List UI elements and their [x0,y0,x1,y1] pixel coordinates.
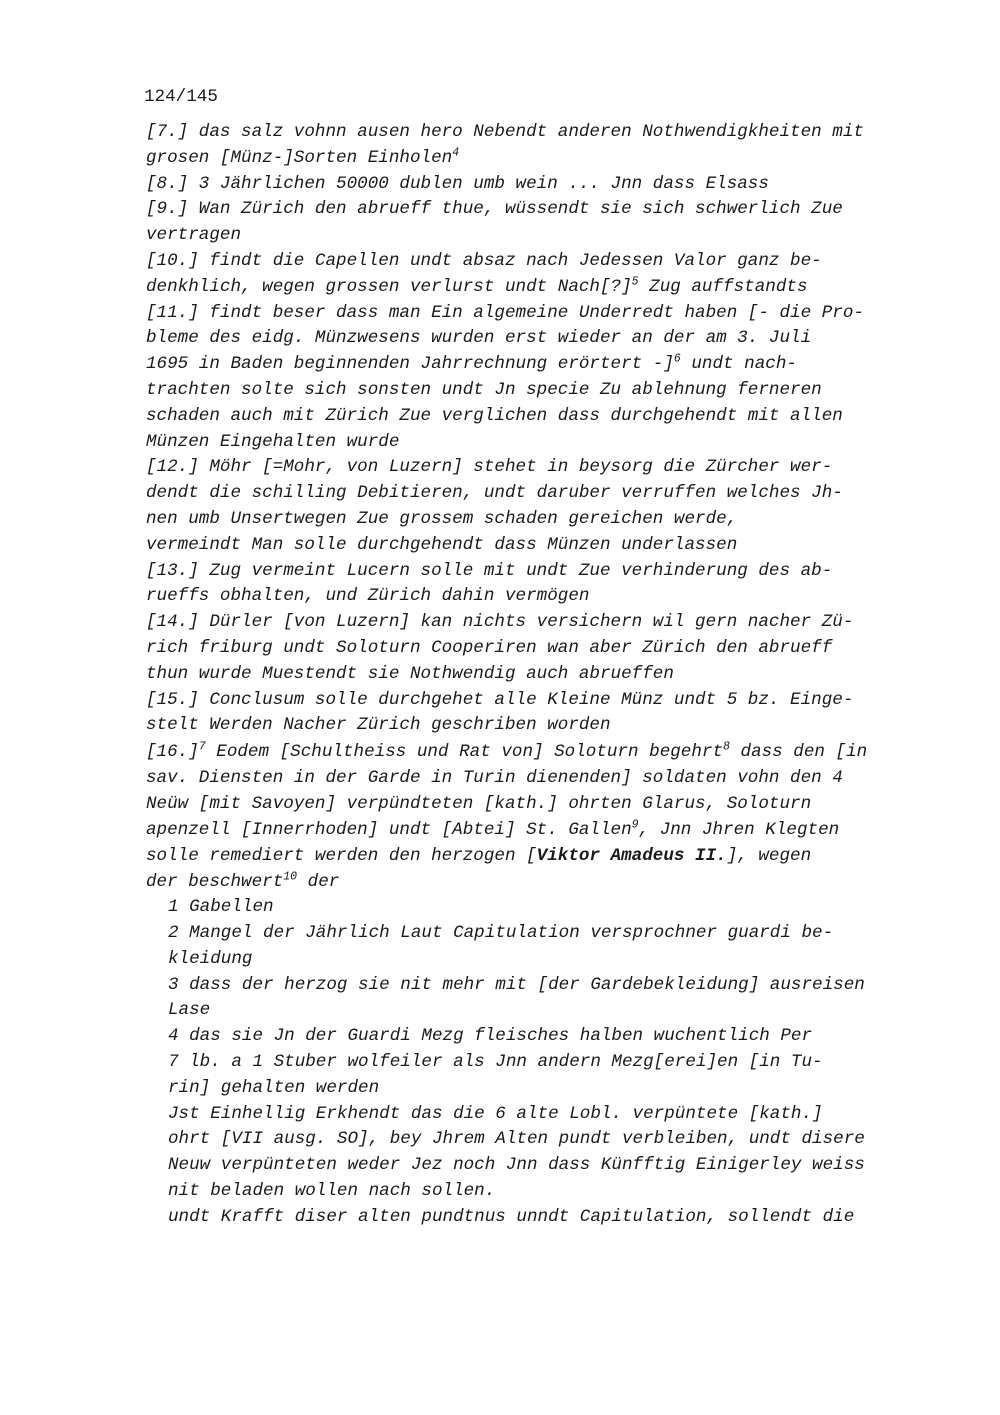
grievance-list [146,895,926,1101]
entry-7 [146,120,926,172]
paragraph-line: undt Krafft diser alten pundtnus unndt Capitulation, sollendt die [168,1206,855,1227]
footnote-marker: 9 [631,818,639,832]
footnote-marker: 5 [631,275,639,289]
entry-10 [146,249,926,301]
entry-text: Eodem [Schultheiss und Rat von] Soloturn begehrt [205,742,724,763]
footnote-marker: 6 [673,352,681,366]
entry-line: [10.] findt die Capellen undt absaz nach Jedessen Valor ganz be- [146,250,822,271]
entry-text: dass den [in [729,742,868,763]
entry-line: [7.] das salz vohnn ausen hero Nebendt anderen Nothwendigkheiten mit [146,122,864,142]
document-body [146,120,926,1230]
entry-line: rueffs obhalten, und Zürich dahin vermögen [146,586,590,607]
entry-line: vermeindt Man solle durchgehendt dass Münzen underlassen [146,534,738,555]
entry-13 [146,559,926,611]
entry-line: [9.] Wan Zürich den abrueff thue, wüssendt sie sich schwerlich Zue [146,199,843,220]
entry-line: [8.] 3 Jährlichen 50000 dublen umb wein ... Jnn dass Elsass [146,173,769,194]
entry-line [146,275,926,301]
entry-text: der [297,872,340,893]
entry-line: bleme des eidg. Münzwesens wurden erst wieder an der am 3. Juli [146,328,812,349]
entry-line: trachten solte sich sonsten undt Jn specie Zu ablehnung ferneren [146,379,822,400]
entry-line: stelt Werden Nacher Zürich geschriben worden [146,715,611,736]
paragraph-line: ohrt [VII ausg. SO], bey Jhrem Alten pundt verbleiben, undt disere [168,1129,865,1150]
footnote-marker: 7 [198,740,206,754]
entry-line: rich friburg undt Soloturn Cooperiren wan aber Zürich den abrueff [146,637,833,658]
entry-line [146,739,926,765]
entry-line: vertragen [146,225,242,246]
entry-line [146,817,926,843]
entry-line: nen umb Unsertwegen Zue grossem schaden gereichen werde, [146,508,738,529]
entry-text: der beschwert [146,872,284,893]
list-item [168,921,926,973]
list-item-line: rin] gehalten werden [168,1077,380,1098]
entry-line: [14.] Dürler [von Luzern] kan nichts versichern wil gern nacher Zü- [146,612,854,633]
entry-line: thun wurde Muestendt sie Nothwendig auch abrueffen [146,663,674,684]
entry-line [146,843,926,869]
entry-line: [11.] findt beser dass man Ein algemeine Underredt haben [- die Pro- [146,302,864,323]
conclusion-paragraph [146,1102,926,1231]
list-item-line: 3 dass der herzog sie nit mehr mit [der Gardebekleidung] ausreisen [168,974,865,995]
list-item-line: 4 das sie Jn der Guardi Mezg fleisches halben wuchentlich Per [168,1026,813,1047]
entry-line: dendt die schilling Debitieren, undt daruber verruffen welches Jh- [146,483,843,504]
entry-line [146,146,926,172]
entry-line: sav. Diensten in der Garde in Turin dienenden] soldaten vohn den 4 [146,768,843,789]
entry-text: denkhlich, wegen grossen verlurst undt Nach[?] [146,276,632,297]
footnote-marker: 4 [452,146,460,160]
list-item-line: 2 Mangel der Jährlich Laut Capitulation versprochner guardi be- [168,922,834,943]
list-item-line: Lase [168,1000,211,1021]
entry-text: , Jnn Jhren Klegten [638,820,840,841]
entry-15 [146,688,926,740]
entry-line: [15.] Conclusum solle durchgehet alle Kleine Münz undt 5 bz. Einge- [146,689,854,710]
entry-text: ], wegen [726,846,812,867]
entry-line: Neüw [mit Savoyen] verpündteten [kath.] ohrten Glarus, Soloturn [146,794,812,815]
entry-text: undt nach- [680,354,797,375]
paragraph-line: Neuw verpünteten weder Jez noch Jnn dass Künfftig Einigerley weiss [168,1155,865,1176]
entry-text: Zug auffstandts [638,276,808,297]
entry-8 [146,172,926,198]
entry-line: schaden auch mit Zürich Zue verglichen dass durchgehendt mit allen [146,405,843,426]
entry-16 [146,739,926,895]
entry-line [146,352,926,378]
list-item [168,1024,926,1101]
entry-line: [12.] Möhr [=Mohr, von Luzern] stehet in beysorg die Zürcher wer- [146,457,833,478]
footnote-marker: 10 [283,870,298,884]
entry-line [146,869,926,895]
list-item-line: 1 Gabellen [168,897,274,918]
entry-text: 1695 in Baden beginnenden Jahrrechnung erörtert -] [146,354,674,375]
entry-line: Münzen Eingehalten wurde [146,431,400,452]
entry-14 [146,610,926,687]
list-item [168,895,926,921]
paragraph-line: nit beladen wollen nach sollen. [168,1180,496,1201]
footnote-marker: 8 [723,740,730,754]
entry-12 [146,455,926,558]
entry-9 [146,197,926,249]
entry-text: [16.] [146,742,199,763]
page-number: 124/145 [144,87,218,107]
list-item-line: 7 lb. a 1 Stuber wolfeiler als Jnn andern Mezg[erei]en [in Tu- [168,1051,823,1072]
entry-line: [13.] Zug vermeint Lucern solle mit undt Zue verhinderung des ab- [146,560,833,581]
person-name-bold: Viktor Amadeus II. [536,846,727,867]
paragraph-line: Jst Einhellig Erkhendt das die 6 alte Lobl. verpüntete [kath.] [168,1103,823,1124]
entry-text: solle remediert werden den herzogen [ [146,846,537,867]
list-item [168,973,926,1025]
entry-11 [146,301,926,456]
entry-text: grosen [Münz-]Sorten Einholen [146,147,453,168]
list-item-line: kleidung [168,948,253,969]
entry-text: apenzell [Innerrhoden] undt [Abtei] St. Gallen [146,820,632,841]
